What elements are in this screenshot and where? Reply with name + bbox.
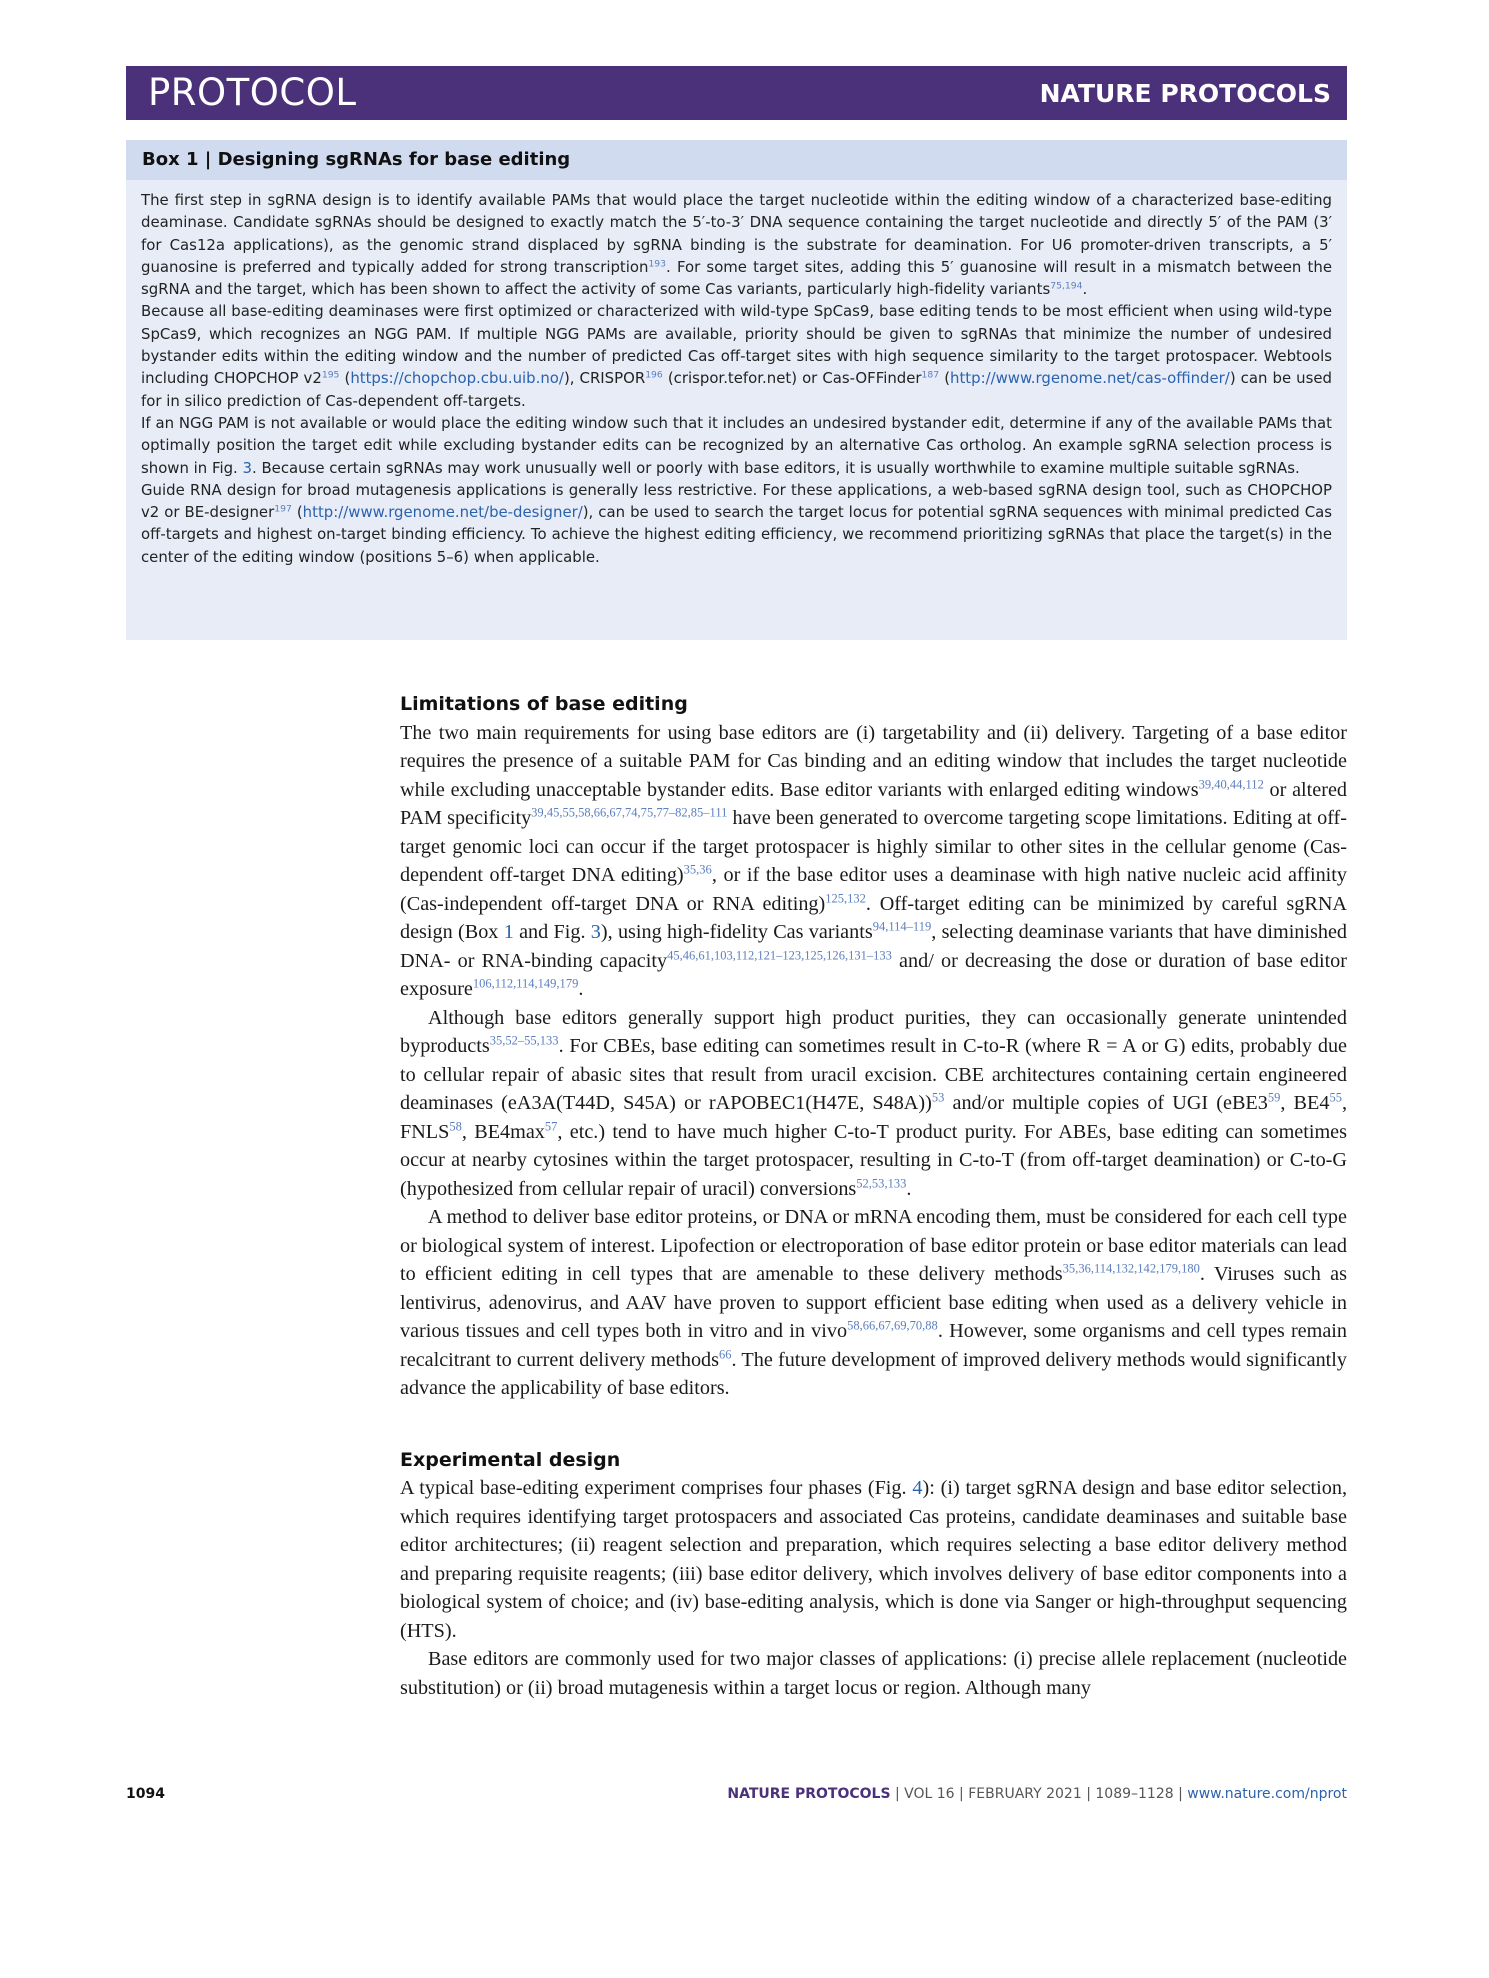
figure-link[interactable]: 3 — [242, 458, 252, 477]
citation[interactable]: 57 — [544, 1118, 558, 1133]
experimental-heading: Experimental design — [400, 1448, 621, 1471]
citation[interactable]: 196 — [645, 369, 663, 381]
citation[interactable]: 94,114–119 — [872, 919, 932, 934]
box-paragraph-3: If an NGG PAM is not available or would place the editing window such that it includes an undesired bystander edit, determine if any of the available PAMs that optimally position the target edit while excluding bystander edits can be recognized by an alternative Cas ortholog. An example sgRNA selection process is shown in Fig. 3. Because certain sgRNAs may work unusually well or poorly with base editors, it is usually worthwhile to examine multiple suitable sgRNAs. — [141, 413, 1332, 477]
citation[interactable]: 125,132 — [825, 890, 866, 905]
limitations-paragraph-1: The two main requirements for using base editors are (i) targetability and (ii) delivery. Targeting of a base editor requires the presence of a suitable PAM for Cas binding and an editing window that includes the target nucleotide while excluding unacceptable bystander edits. Base editor variants with enlarged editing windows$^{39,40,44,112}$ or altered PAM specificity$^{39,45,55,58,66,67,74,75,77-82,85-111}$ have been generated to overcome targeting scope limitations. Editing at off-target genomic loci can occur if the target protospacer is highly similar to other sites in the cellular genome (Cas-dependent off-target DNA editing)$^{35,36}$, or if the base editor uses a deaminase with high native nucleic acid affinity (Cas-independent off-target DNA or RNA editing)$^{125,132}$. Off-target editing can be minimized by careful sgRNA design (Box 1 and Fig. 3), using high-fidelity Cas variants$^{94,114-119}$, selecting deaminase variants that have diminished DNA- or RNA-binding capacity$^{45,46,61,103,112,121-123,125,126,131-133}$ and/ or decreasing the dose or duration of base editor exposure$^{106,112,114,149,179}$. — [400, 721, 1348, 1000]
experimental-paragraph-2: Base editors are commonly used for two major classes of applications: (i) precise allele replacement (nucleotide substitution) or (ii) broad mutagenesis within a target locus or region. Although many — [400, 1648, 1347, 1699]
citation[interactable]: 52,53,133 — [856, 1175, 907, 1190]
experimental-paragraph-1: A typical base-editing experiment comprises four phases (Fig. 4): (i) target sgRNA design and base editor selection, which requires identifying target protospacers and associated Cas proteins, candidate deaminases and suitable base editor architectures; (ii) reagent selection and preparation, which requires selecting a base editor delivery method and preparing requisite reagents; (iii) base editor delivery, which involves delivery of base editor components into a biological system of choice; and (iv) base-editing analysis, which is done via Sanger or high-throughput sequencing (HTS). — [400, 1477, 1348, 1642]
box-title: Box 1 | Designing sgRNAs for base editing — [126, 140, 1347, 180]
section-spacer — [400, 1403, 1347, 1446]
box-paragraph-4: Guide RNA design for broad mutagenesis applications is generally less restrictive. For these applications, a web-based sgRNA design tool, such as CHOPCHOP v2 or BE-designer$^{197}$ (http://www.rgenome.net/be-designer/), can be used to search the target locus for potential sgRNA sequences with minimal predicted Cas off-targets and highest on-target binding efficiency. To achieve the highest editing efficiency, we recommend prioritizing sgRNAs that place the target(s) in the center of the editing window (positions 5–6) when applicable. — [141, 480, 1332, 566]
citation[interactable]: 35,52–55,133 — [489, 1033, 559, 1048]
citation[interactable]: 35,36 — [683, 862, 712, 877]
figure-link[interactable]: 3 — [590, 921, 601, 943]
citation[interactable]: 66 — [719, 1346, 732, 1361]
chopchop-link[interactable]: https://chopchop.cbu.uib.no/ — [350, 369, 564, 388]
page-header — [126, 66, 1347, 120]
citation[interactable]: 59 — [1267, 1090, 1281, 1105]
citation[interactable]: 55 — [1329, 1090, 1342, 1105]
citation[interactable]: 193 — [648, 258, 667, 270]
footer-month: FEBRUARY 2021 — [968, 1786, 1082, 1802]
footer-journal: NATURE PROTOCOLS — [727, 1786, 891, 1802]
citation[interactable]: 58,66,67,69,70,88 — [847, 1318, 938, 1333]
limitations-paragraph-3: A method to deliver base editor proteins, or DNA or mRNA encoding them, must be considered for each cell type or biological system of interest. Lipofection or electroporation of base editor protein or base editor materials can lead to efficient editing in cell types that are amenable to these delivery methods$^{35,36,114,132,142,179,180}$. Viruses such as lentivirus, adenovirus, and AAV have proven to support efficient base editing when used as a delivery vehicle in various tissues and cell types both in vitro and in vivo$^{58,66,67,69,70,88}$. However, some organisms and cell types remain recalcitrant to current delivery methods$^{66}$. The future development of improved delivery methods would significantly advance the applicability of base editors. — [400, 1206, 1347, 1399]
citation[interactable]: 195 — [321, 369, 340, 381]
box-link[interactable]: 1 — [503, 921, 514, 943]
page-number: 1094 — [126, 1786, 165, 1802]
citation[interactable]: 53 — [931, 1090, 945, 1105]
citation[interactable]: 197 — [274, 503, 292, 515]
box-body — [126, 180, 1347, 568]
box-paragraph-1: The first step in sgRNA design is to identify available PAMs that would place the target nucleotide within the editing window of a characterized base-editing deaminase. Candidate sgRNAs should be designed to exactly match the 5′-to-3′ DNA sequence containing the target nucleotide and directly 5′ of the PAM (3′ for Cas12a applications), as the genomic strand displaced by sgRNA binding is the substrate for deamination. For U6 promoter-driven transcripts, a 5′ guanosine is preferred and typically added for strong transcription$^{193}$. For some target sites, adding this 5′ guanosine will result in a mismatch between the sgRNA and the target, which has been shown to affect the activity of some Cas variants, particularly high-fidelity variants$^{75,194}$. — [141, 191, 1332, 299]
citation[interactable]: 39,40,44,112 — [1198, 776, 1264, 791]
citation[interactable]: 75,194 — [1050, 280, 1083, 292]
main-text — [400, 690, 1347, 1702]
footer-pages: 1089–1128 — [1095, 1786, 1174, 1802]
citation[interactable]: 39,45,55,58,66,67,74,75,77–82,85–111 — [531, 805, 728, 820]
citation[interactable]: 35,36,114,132,142,179,180 — [1062, 1261, 1200, 1276]
box-1 — [126, 140, 1347, 640]
section-label: PROTOCOL — [148, 71, 357, 114]
citation[interactable]: 45,46,61,103,112,121–123,125,126,131–133 — [667, 947, 892, 962]
figure-link[interactable]: 4 — [912, 1477, 923, 1499]
citation[interactable]: 187 — [921, 369, 940, 381]
limitations-heading: Limitations of base editing — [400, 693, 688, 715]
be-designer-link[interactable]: http://www.rgenome.net/be-designer/ — [302, 503, 583, 522]
cas-offinder-link[interactable]: http://www.rgenome.net/cas-offinder/ — [950, 369, 1230, 388]
footer-citation: NATURE PROTOCOLS | VOL 16 | FEBRUARY 2021 | 1089–1128 | www.nature.com/nprot — [727, 1786, 1347, 1802]
citation[interactable]: 106,112,114,149,179 — [472, 976, 579, 991]
footer-url[interactable]: www.nature.com/nprot — [1187, 1786, 1347, 1802]
limitations-paragraph-2: Although base editors generally support high product purities, they can occasionally generate unintended byproducts$^{35,52-55,133}$. For CBEs, base editing can sometimes result in C-to-R (where R = A or G) edits, probably due to cellular repair of abasic sites that result from uracil excision. CBE architectures containing certain engineered deaminases (eA3A(T44D, S45A) or rAPOBEC1(H47E, S48A))$^{53}$ and/or multiple copies of UGI ($eBE3^{59}$, $BE4^{55}$, FNLS$^{58}$, $BE4\max^{57}$, etc.) tend to have much higher C-to-T product purity. For ABEs, base editing can sometimes occur at nearby cytosines within the target protospacer, resulting in C-to-T (from off-target deamination) or C-to-G (hypothesized from cellular repair of uracil) conversions$^{52,53,133}$. — [400, 1006, 1348, 1200]
citation[interactable]: 58 — [449, 1118, 462, 1133]
footer-volume: VOL 16 — [904, 1786, 955, 1802]
box-paragraph-2: Because all base-editing deaminases were first optimized or characterized with wild-type SpCas9, base editing tends to be most efficient when using wild-type SpCas9, which recognizes an NGG PAM. If multiple NGG PAMs are available, priority should be given to sgRNAs that minimize the number of undesired bystander edits within the editing window and the number of predicted Cas off-target sites with high sequence similarity to the target protospacer. Webtools including CHOPCHOP $v2^{195}$ (https://chopchop.cbu.uib.no/), CRISPOR$^{196}$ (crispor.tefor.net) or Cas-OFFinder$^{187}$ (http://www.rgenome.net/cas-offinder/) can be used for in silico prediction of Cas-dependent off-targets. — [141, 302, 1332, 410]
journal-name: NATURE PROTOCOLS — [1039, 79, 1331, 108]
